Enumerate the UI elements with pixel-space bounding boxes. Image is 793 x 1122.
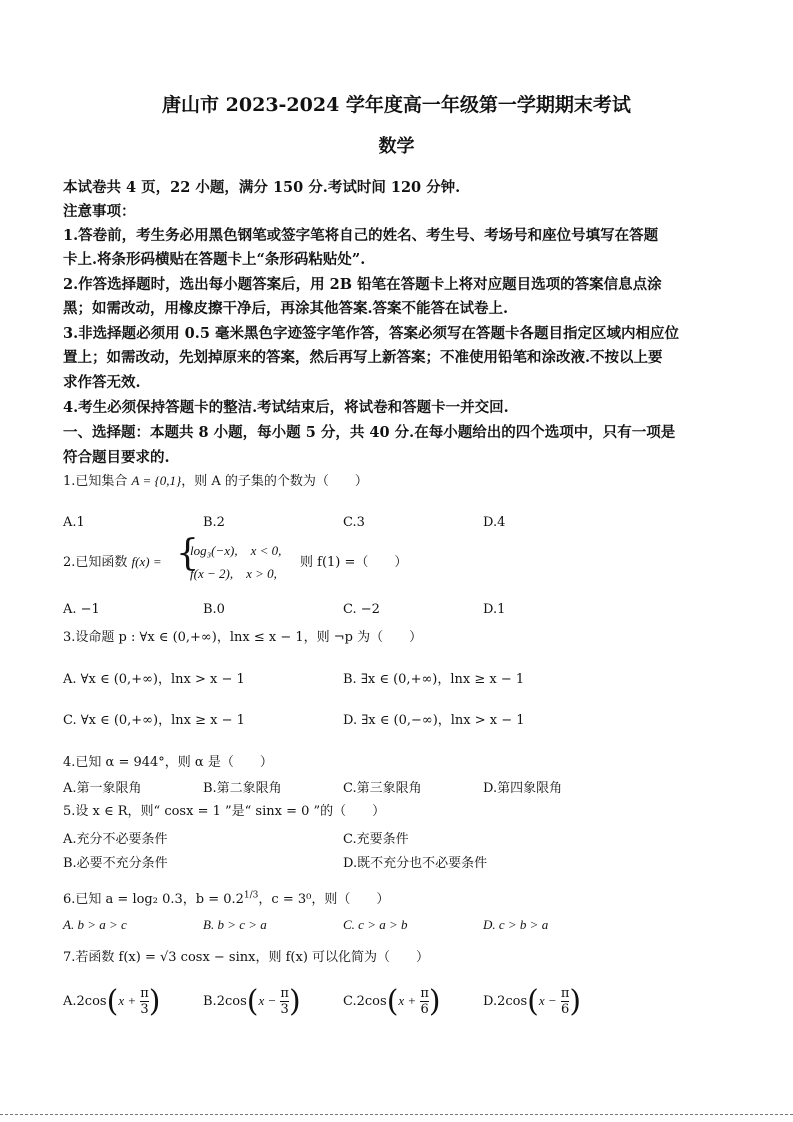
- q6-option-c: C. c > a > b: [343, 917, 408, 932]
- q1-option-d: D.4: [483, 515, 506, 530]
- question-1-stem: 1.已知集合 A = {0,1}，则 A 的子集的个数为（ ）: [63, 473, 368, 489]
- notice-line: 3.非选择题必须用 0.5 毫米黑色字迹签字笔作答，答案必须写在答题卡各题目指定区域内相应位: [63, 325, 679, 342]
- q4-option-a: A.第一象限角: [63, 781, 142, 796]
- q1-option-c: C.3: [343, 515, 365, 530]
- q3-option-a: A. ∀x ∈ (0,+∞)，lnx > x − 1: [63, 672, 245, 687]
- q4-option-d: D.第四象限角: [483, 781, 563, 796]
- question-4-stem: 4.已知 α = 944°，则 α 是（ ）: [63, 755, 273, 770]
- q2-option-c: C. −2: [343, 602, 380, 617]
- q5-option-d: D.既不充分也不必要条件: [343, 856, 488, 871]
- notice-line: 2.作答选择题时，选出每小题答案后，用 2B 铅笔在答题卡上将对应题目选项的答案信息点涂: [63, 276, 662, 293]
- q2-case-1: log₃(−x), x < 0,: [190, 543, 282, 558]
- q6-option-d: D. c > b > a: [483, 917, 549, 932]
- notice-line: 1.答卷前，考生务必用黑色钢笔或签字笔将自己的姓名、考生号、考场号和座位号填写在答题: [63, 227, 659, 244]
- q2-option-a: A. −1: [63, 602, 100, 617]
- subject-title: 数学: [378, 136, 415, 157]
- q7-option-b: B.2cos(x − $\frac{\pi}{3}$ ): [203, 984, 301, 1019]
- notice-line: 卡上.将条形码横贴在答题卡上“条形码粘贴处”.: [63, 251, 366, 268]
- question-3-stem: 3.设命题 p : ∀x ∈ (0,+∞)，lnx ≤ x − 1，则 ¬p 为（ ）: [63, 630, 423, 645]
- q3-option-b: B. ∃x ∈ (0,+∞)，lnx ≥ x − 1: [343, 672, 525, 687]
- q1-option-a: A.1: [63, 515, 85, 530]
- notice-line: 求作答无效.: [63, 374, 141, 391]
- notice-line: 4.考生必须保持答题卡的整洁.考试结束后，将试卷和答题卡一并交回.: [63, 399, 509, 416]
- q6-option-a: A. b > a > c: [63, 917, 127, 932]
- q5-option-b: B.必要不充分条件: [63, 856, 168, 871]
- page-bottom-divider: [0, 1114, 793, 1116]
- q2-option-d: D.1: [483, 602, 506, 617]
- question-5-stem: 5.设 x ∈ R，则“ cosx = 1 ”是“ sinx = 0 ”的（ ）: [63, 804, 386, 819]
- section-heading: 一、选择题：本题共 8 小题，每小题 5 分，共 40 分.在每小题给出的四个选项中，只有一项是: [63, 424, 676, 441]
- q3-option-c: C. ∀x ∈ (0,+∞)，lnx ≥ x − 1: [63, 713, 245, 728]
- question-2-stem: 2.已知函数 f(x) =: [63, 554, 162, 570]
- q1-option-b: B.2: [203, 515, 225, 530]
- section-heading: 符合题目要求的.: [63, 449, 170, 466]
- q7-option-a: A.2cos(x + $\frac{\pi}{3}$ ): [63, 984, 161, 1019]
- q5-option-a: A.充分不必要条件: [63, 832, 168, 847]
- notice-title: 注意事项：: [63, 203, 136, 220]
- q7-option-d: D.2cos(x − $\frac{\pi}{6}$ ): [483, 984, 582, 1019]
- q6-option-b: B. b > c > a: [203, 917, 267, 932]
- q5-option-c: C.充要条件: [343, 832, 409, 847]
- intro-text: 本试卷共 4 页，22 小题，满分 150 分.考试时间 120 分钟.: [63, 179, 461, 196]
- q6-exponent: 1/3: [243, 890, 259, 901]
- q2-case-2: f(x − 2), x > 0,: [190, 566, 277, 581]
- question-6-stem: 6.已知 a = log₂ 0.3，$b = 0.2^{1/3}$，c = 3⁰，则（ ）: [63, 890, 390, 907]
- question-7-stem: 7.若函数 f(x) = √3 cosx − sinx，则 f(x) 可以化简为（ ）: [63, 950, 430, 965]
- notice-line: 置上；如需改动，先划掉原来的答案，然后再写上新答案；不准使用铅笔和涂改液.不按以上要: [63, 349, 663, 366]
- q2-option-b: B.0: [203, 602, 225, 617]
- piecewise-brace: {: [176, 533, 199, 574]
- q3-option-d: D. ∃x ∈ (0,−∞)，lnx > x − 1: [343, 713, 525, 728]
- q7-option-c: C.2cos(x + $\frac{\pi}{6}$ ): [343, 984, 441, 1019]
- q4-option-c: C.第三象限角: [343, 781, 422, 796]
- q2-tail: 则 f(1) =（ ）: [300, 555, 408, 570]
- exam-title: 唐山市 2023-2024 学年度高一年级第一学期期末考试: [162, 94, 631, 116]
- notice-line: 黑；如需改动，用橡皮擦干净后，再涂其他答案.答案不能答在试卷上.: [63, 300, 509, 317]
- q4-option-b: B.第二象限角: [203, 781, 282, 796]
